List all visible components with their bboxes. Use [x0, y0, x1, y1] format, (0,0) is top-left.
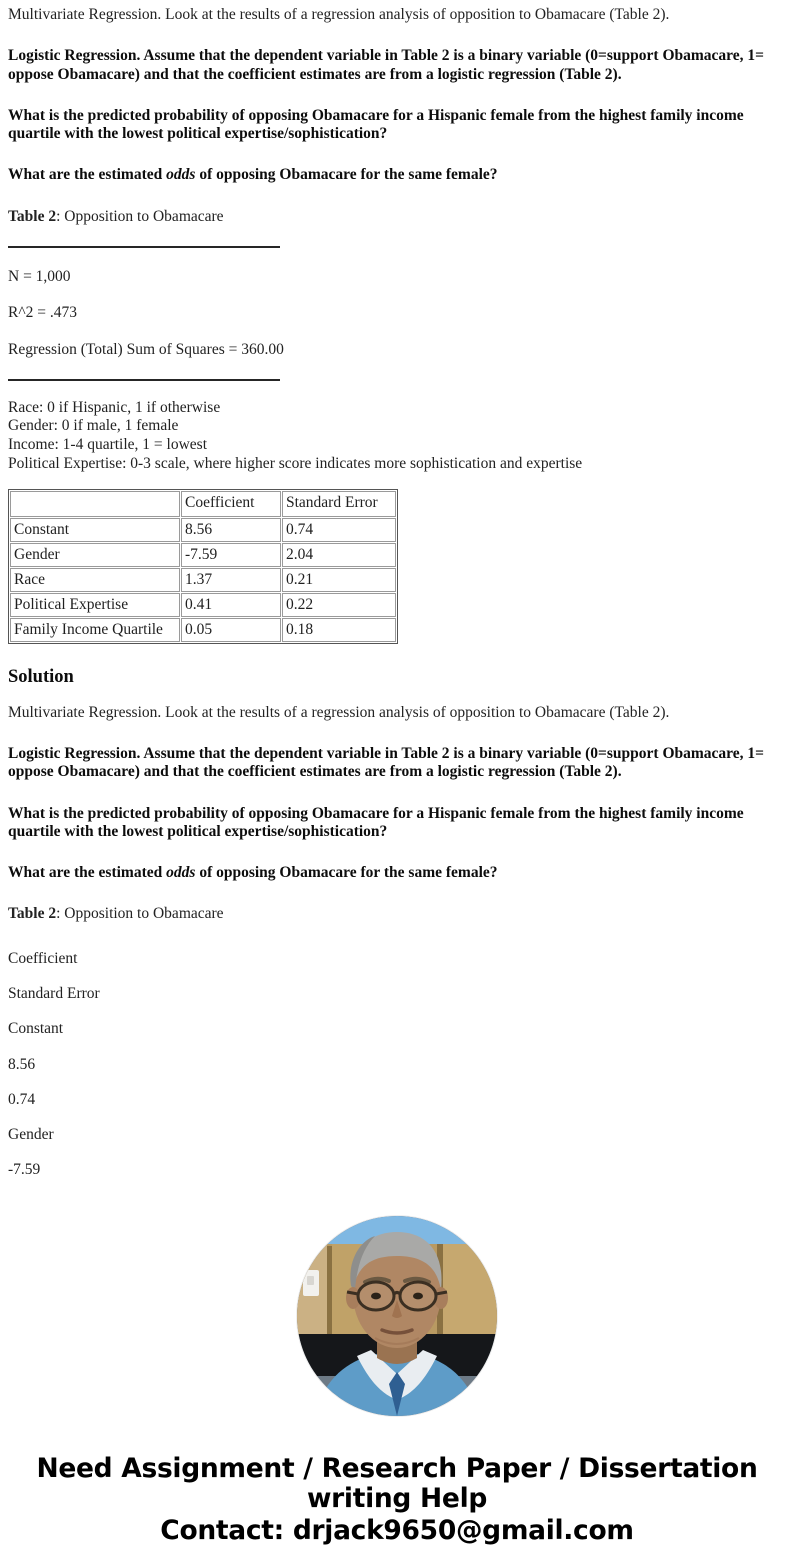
odds-question-suffix: of opposing Obamacare for the same female?	[195, 166, 498, 184]
variable-definitions	[8, 395, 786, 475]
row-label: Family Income Quartile	[10, 618, 180, 642]
solution-logistic-rest-text: Assume that the dependent variable in Table 2 is a binary variable (0=support Obamacare, 1= oppose Obamacare) and that the coefficient estimates are from a logistic regression (Table 2).	[8, 744, 764, 781]
table-row	[10, 593, 396, 617]
logistic-rest-text: Assume that the dependent variable in Table 2 is a binary variable (0=support Obamacare, 1= oppose Obamacare) and that the coefficient estimates are from a logistic regression (Table 2).	[8, 47, 764, 83]
row-standard-error: 0.18	[282, 618, 396, 642]
definition-political-expertise: Political Expertise: 0-3 scale, where higher score indicates more sophistication and expertise	[8, 454, 583, 472]
row-standard-error: 0.21	[282, 568, 396, 592]
stat-sample-size: N = 1,000	[8, 267, 71, 285]
spacer	[8, 728, 786, 739]
stat-sum-of-squares: Regression (Total) Sum of Squares = 360.00	[8, 340, 284, 358]
odds-question-prefix: What are the estimated	[8, 166, 167, 184]
solution-intro-paragraph: Multivariate Regression. Look at the results of a regression analysis of opposition to Obamacare (Table 2).	[8, 703, 670, 721]
promo-contact-line: Contact: drjack9650@gmail.com	[160, 1515, 634, 1547]
definition-gender: Gender: 0 if male, 1 female	[8, 417, 179, 435]
list-item: 8.56	[8, 1055, 36, 1073]
logistic-regression-paragraph	[8, 41, 786, 90]
row-coefficient: 0.05	[181, 618, 281, 642]
table-caption	[8, 202, 786, 232]
solution-table-caption-title: : Opposition to Obamacare	[56, 905, 224, 923]
spacer	[8, 930, 786, 941]
table-header-coefficient: Coefficient	[181, 491, 281, 517]
row-coefficient: 1.37	[181, 568, 281, 592]
table-header-row	[10, 491, 396, 517]
table-caption-label: Table 2	[8, 207, 57, 225]
promo-headline-line-2: writing Help	[306, 1483, 488, 1515]
list-item: -7.59	[8, 1161, 41, 1179]
row-coefficient: 0.41	[181, 593, 281, 617]
table-header-standard-error: Standard Error	[282, 491, 396, 517]
row-label: Political Expertise	[10, 593, 180, 617]
row-label: Gender	[10, 543, 180, 567]
divider-top	[8, 246, 280, 248]
logistic-lead-text: Logistic Regression.	[8, 47, 141, 65]
table-row	[10, 543, 396, 567]
row-standard-error: 0.74	[282, 518, 396, 542]
avatar	[297, 1216, 497, 1416]
list-item: Standard Error	[8, 984, 100, 1002]
list-item: Constant	[8, 1020, 64, 1038]
row-standard-error: 2.04	[282, 543, 396, 567]
definition-race: Race: 0 if Hispanic, 1 if otherwise	[8, 398, 221, 416]
question-predicted-probability: What is the predicted probability of opposing Obamacare for a Hispanic female from the highest family income quartile with the lowest political expertise/sophistication?	[8, 106, 744, 143]
solution-heading: Solution	[8, 667, 74, 688]
table-caption-title: : Opposition to Obamacare	[56, 207, 224, 225]
solution-odds-question-prefix: What are the estimated	[8, 864, 167, 882]
solution-question-predicted-probability: What is the predicted probability of opposing Obamacare for a Hispanic female from the highest family income quartile with the lowest political expertise/sophistication?	[8, 804, 744, 840]
list-item: Gender	[8, 1126, 54, 1144]
spacer	[8, 888, 786, 899]
spacer	[8, 191, 786, 202]
promo-footer	[8, 1416, 786, 1565]
question-section	[8, 0, 786, 644]
solution-logistic-regression-paragraph	[8, 739, 786, 788]
table-header-blank	[10, 491, 180, 517]
definition-income: Income: 1-4 quartile, 1 = lowest	[8, 436, 207, 453]
spacer	[8, 847, 786, 858]
spacer	[8, 90, 786, 101]
table-row	[10, 618, 396, 642]
solution-odds-question-suffix: of opposing Obamacare for the same female?	[195, 864, 498, 882]
stat-r-squared: R^2 = .473	[8, 304, 77, 322]
odds-emphasis: odds	[166, 166, 196, 184]
row-label: Race	[10, 568, 180, 592]
question-estimated-odds	[8, 160, 786, 190]
list-item: 0.74	[8, 1090, 36, 1108]
solution-section	[8, 650, 786, 1187]
solution-table-caption-label: Table 2	[8, 905, 57, 923]
row-label: Constant	[10, 518, 180, 542]
divider-bottom	[8, 379, 280, 381]
table-row	[10, 518, 396, 542]
table-row	[10, 568, 396, 592]
spacer	[8, 149, 786, 160]
row-standard-error: 0.22	[282, 593, 396, 617]
solution-table-caption	[8, 899, 786, 929]
portrait-photo-icon	[297, 1216, 497, 1416]
spacer	[8, 30, 786, 41]
spacer	[8, 788, 786, 799]
intro-paragraph: Multivariate Regression. Look at the results of a regression analysis of opposition to Obamacare (Table 2).	[8, 6, 670, 23]
promo-headline-line-1: Need Assignment / Research Paper / Dissertation	[36, 1452, 758, 1484]
row-coefficient: 8.56	[181, 518, 281, 542]
list-item: Coefficient	[8, 949, 78, 967]
solution-flattened-table-list	[8, 941, 786, 1188]
solution-logistic-lead-text: Logistic Regression.	[8, 744, 141, 762]
regression-results-table	[8, 489, 398, 644]
solution-question-estimated-odds	[8, 858, 786, 888]
solution-odds-emphasis: odds	[166, 864, 196, 882]
row-coefficient: -7.59	[181, 543, 281, 567]
avatar-container	[8, 1188, 786, 1416]
